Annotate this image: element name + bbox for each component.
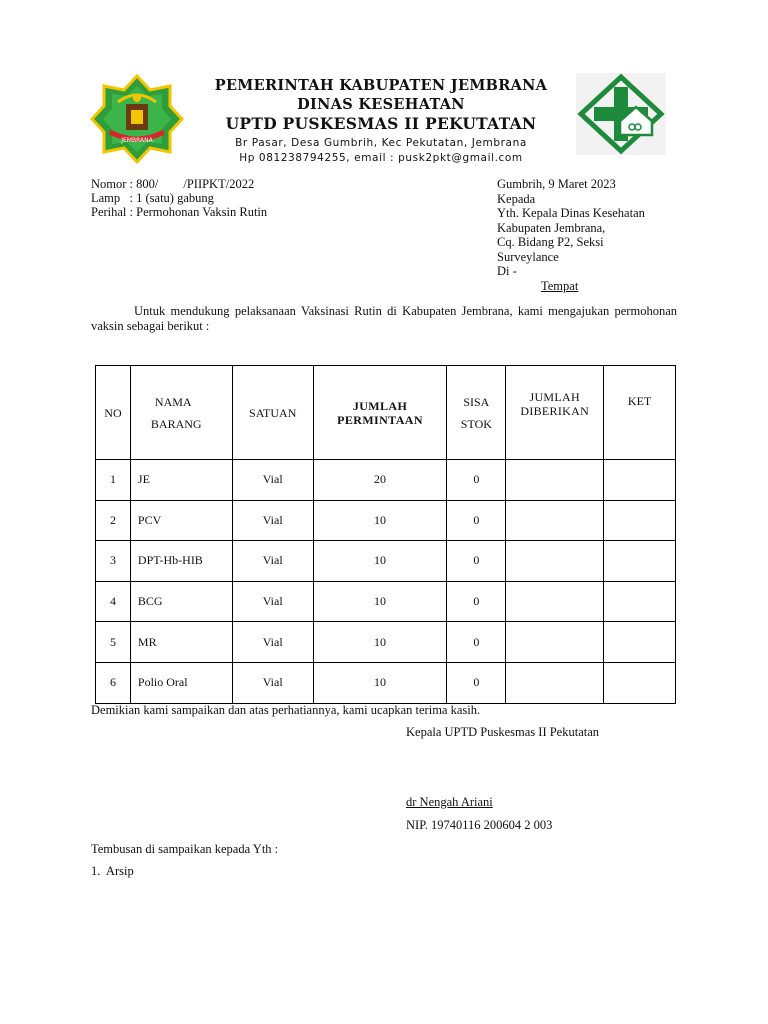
- header-requested-qty-line: JUMLAH: [352, 398, 408, 413]
- header-notes: KET: [604, 366, 676, 460]
- cell-requested-qty: 10: [313, 662, 447, 703]
- cell-no: 6: [96, 662, 131, 703]
- cell-remaining-stock: 0: [447, 500, 506, 541]
- cell-item-name: BCG: [130, 581, 232, 622]
- header-item-name: [130, 366, 232, 460]
- cell-unit: Vial: [232, 541, 313, 582]
- table-row: [96, 662, 676, 703]
- header-given-qty-line: DIBERIKAN: [520, 404, 590, 418]
- cell-item-name: JE: [130, 460, 232, 501]
- office-address: Br Pasar, Desa Gumbrih, Kec Pekutatan, Jembrana: [235, 137, 527, 149]
- cell-no: 4: [96, 581, 131, 622]
- cell-given-qty: [506, 581, 604, 622]
- office-name: DINAS KESEHATAN: [297, 96, 465, 113]
- cell-item-name: Polio Oral: [130, 662, 232, 703]
- recipient-line: Di -: [497, 264, 517, 278]
- emblem-ribbon-text: JEMBRANA: [121, 137, 153, 144]
- cell-no: 5: [96, 622, 131, 663]
- letter-attachment: Lamp : 1 (satu) gabung: [91, 191, 214, 205]
- cell-notes: [604, 662, 676, 703]
- carbon-copy-label: Tembusan di sampaikan kepada Yth :: [91, 842, 279, 856]
- puskesmas-cross-logo: [576, 73, 666, 155]
- unit-name: UPTD PUSKESMAS II PEKUTATAN: [225, 114, 537, 133]
- recipient-line: Yth. Kepala Dinas Kesehatan: [497, 206, 645, 220]
- table-row: [96, 622, 676, 663]
- table-row: [96, 460, 676, 501]
- header-requested-qty: [313, 366, 447, 460]
- signer-title: Kepala UPTD Puskesmas II Pekutatan: [406, 725, 600, 739]
- jembrana-emblem-logo: [90, 74, 184, 164]
- header-item-name-line: NAMA: [154, 394, 192, 409]
- table-row: [96, 541, 676, 582]
- cell-requested-qty: 10: [313, 541, 447, 582]
- cell-given-qty: [506, 622, 604, 663]
- table-row: [96, 500, 676, 541]
- cell-remaining-stock: 0: [447, 460, 506, 501]
- signer-name: dr Nengah Ariani: [406, 795, 493, 809]
- government-name: PEMERINTAH KABUPATEN JEMBRANA: [214, 77, 548, 94]
- cell-item-name: MR: [130, 622, 232, 663]
- header-item-name-line: BARANG: [150, 416, 202, 431]
- cell-notes: [604, 541, 676, 582]
- office-contact: Hp 081238794255, email : pusk2pkt@gmail.com: [239, 152, 523, 164]
- cell-notes: [604, 622, 676, 663]
- header-remaining-stock: [447, 366, 506, 460]
- cell-remaining-stock: 0: [447, 541, 506, 582]
- cell-unit: Vial: [232, 460, 313, 501]
- cell-remaining-stock: 0: [447, 662, 506, 703]
- recipient-block: [497, 177, 687, 293]
- cell-given-qty: [506, 460, 604, 501]
- letter-number: Nomor : 800/ /PIIPKT/2022: [91, 177, 255, 191]
- cell-unit: Vial: [232, 662, 313, 703]
- cell-given-qty: [506, 662, 604, 703]
- cell-requested-qty: 10: [313, 622, 447, 663]
- letter-date: Gumbrih, 9 Maret 2023: [497, 177, 616, 191]
- header-no: NO: [96, 366, 131, 460]
- cell-unit: Vial: [232, 581, 313, 622]
- carbon-copy-item: 1. Arsip: [91, 864, 134, 878]
- cell-no: 3: [96, 541, 131, 582]
- recipient-line: Surveylance: [497, 249, 559, 264]
- body-paragraph: Untuk mendukung pelaksanaan Vaksinasi Rutin di Kabupaten Jembrana, kami mengajukan permohonan vaksin sebagai berikut :: [91, 304, 677, 333]
- cell-notes: [604, 500, 676, 541]
- cell-item-name: DPT-Hb-HIB: [130, 541, 232, 582]
- recipient-line: Cq. Bidang P2, Seksi: [497, 235, 604, 249]
- header-unit: SATUAN: [232, 366, 313, 460]
- header-given-qty-line: JUMLAH: [529, 390, 580, 404]
- cell-no: 2: [96, 500, 131, 541]
- cell-no: 1: [96, 460, 131, 501]
- vaccine-request-table: [95, 365, 676, 704]
- recipient-line: Kabupaten Jembrana,: [497, 220, 606, 235]
- letter-subject: Perihal : Permohonan Vaksin Rutin: [91, 205, 268, 219]
- recipient-place: Tempat: [541, 278, 579, 293]
- cell-notes: [604, 581, 676, 622]
- cell-given-qty: [506, 500, 604, 541]
- letterhead: [190, 76, 572, 166]
- cell-item-name: PCV: [130, 500, 232, 541]
- header-given-qty: [506, 366, 604, 460]
- header-requested-qty-line: PERMINTAAN: [337, 412, 423, 427]
- cell-requested-qty: 10: [313, 500, 447, 541]
- header-remaining-stock-line: STOK: [460, 416, 492, 431]
- signer-nip: NIP. 19740116 200604 2 003: [406, 818, 553, 832]
- cell-requested-qty: 20: [313, 460, 447, 501]
- cell-given-qty: [506, 541, 604, 582]
- letter-meta: [91, 177, 267, 219]
- cell-remaining-stock: 0: [447, 622, 506, 663]
- cell-requested-qty: 10: [313, 581, 447, 622]
- table-header-row: [96, 366, 676, 460]
- cell-remaining-stock: 0: [447, 581, 506, 622]
- cell-unit: Vial: [232, 500, 313, 541]
- recipient-to: Kepada: [497, 191, 536, 206]
- closing-text: Demikian kami sampaikan dan atas perhatiannya, kami ucapkan terima kasih.: [91, 703, 481, 717]
- cell-unit: Vial: [232, 622, 313, 663]
- table-row: [96, 581, 676, 622]
- cell-notes: [604, 460, 676, 501]
- header-remaining-stock-line: SISA: [463, 394, 490, 409]
